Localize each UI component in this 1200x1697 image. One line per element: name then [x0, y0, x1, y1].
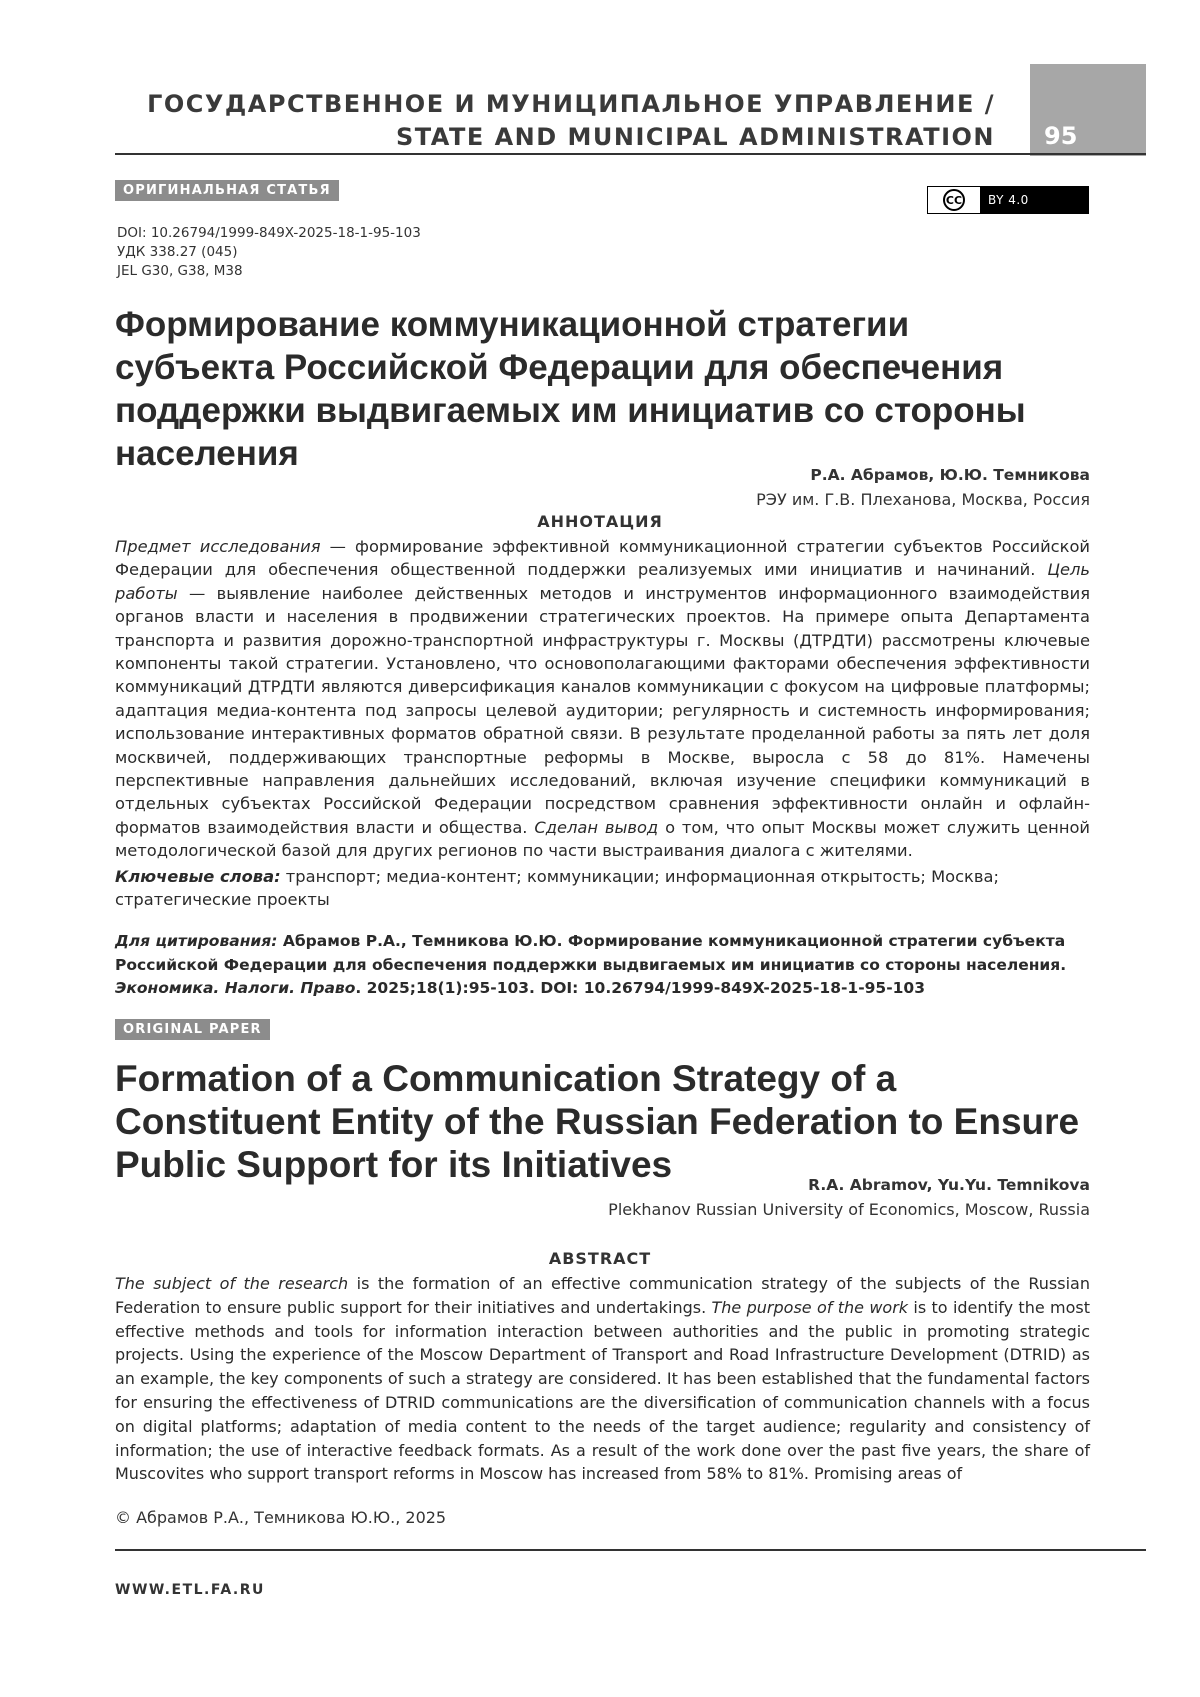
affiliation-en: Plekhanov Russian University of Economics, Moscow, Russia — [608, 1200, 1090, 1219]
doi[interactable]: DOI: 10.26794/1999-849X-2025-18-1-95-103 — [117, 225, 421, 241]
journal-website-link[interactable]: WWW.ETL.FA.RU — [115, 1582, 265, 1598]
header-divider — [115, 153, 1146, 155]
udk: УДК 338.27 (045) — [117, 244, 238, 260]
cc-icon: CC — [943, 189, 965, 211]
article-type-label-en: ORIGINAL PAPER — [115, 1019, 270, 1040]
affiliation-ru: РЭУ им. Г.В. Плеханова, Москва, Россия — [756, 490, 1090, 509]
page-number: 95 — [1044, 122, 1078, 150]
article-title-en: Formation of a Communication Strategy of a Constituent Entity of the Russian Federation to Ensure Public Support for its Initiatives — [115, 1058, 1080, 1185]
article-title-ru: Формирование коммуникационной стратегии субъекта Российской Федерации для обеспечения поддержки выдвигаемых им инициатив со стороны населения — [115, 305, 1026, 473]
section-title-en: STATE AND MUNICIPAL ADMINISTRATION — [395, 123, 995, 151]
article-metadata — [117, 224, 421, 281]
annotation-heading: АННОТАЦИЯ — [537, 512, 663, 531]
article-type-label-ru: ОРИГИНАЛЬНАЯ СТАТЬЯ — [115, 180, 339, 201]
authors-ru: Р.А. Абрамов, Ю.Ю. Темникова — [810, 466, 1090, 484]
footer-divider — [115, 1549, 1146, 1551]
keywords-ru: Ключевые слова: транспорт; медиа-контент; коммуникации; информационная открытость; Москва; стратегические проекты — [115, 867, 999, 910]
license-text: BY 4.0 — [988, 193, 1029, 207]
copyright-note: © Абрамов Р.А., Темникова Ю.Ю., 2025 — [115, 1508, 447, 1527]
section-title-ru: ГОСУДАРСТВЕННОЕ И МУНИЦИПАЛЬНОЕ УПРАВЛЕНИЕ / — [147, 90, 995, 118]
page-number-box — [1030, 64, 1146, 156]
authors-en: R.A. Abramov, Yu.Yu. Temnikova — [808, 1176, 1090, 1194]
annotation-ru: Предмет исследования — формирование эффективной коммуникационной стратегии субъектов Российской Федерации для обеспечения общественной поддержки реализуемых ими инициатив и начинаний. Цель работы — выявление наиболее действенных методов и инструментов информационного взаимодействия органов власти и населения в продвижении стратегических проектов. На примере опыта Департамента транспорта и развития дорожно-транспортной инфраструктуры г. Москвы (ДТРДТИ) рассмотрены ключевые компоненты такой стратегии. Установлено, что основополагающими факторами обеспечения эффективности коммуникаций ДТРДТИ являются диверсификация каналов коммуникации с фокусом на цифровые платформы; адаптация медиа-контента под запросы целевой аудитории; регулярность и системность информирования; использование интерактивных форматов обратной связи. В результате проделанной работы за пять лет доля москвичей, поддерживающих транспортные реформы в Москве, выросла с 58 до 81%. Намечены перспективные направления дальнейших исследований, включая изучение специфики коммуникаций в отдельных субъектах Российской Федерации посредством сравнения эффективности онлайн и офлайн-форматов взаимодействия власти и общества. Сделан вывод о том, что опыт Москвы может служить ценной методологической базой для других регионов по части выстраивания диалога с жителями. — [115, 537, 1091, 861]
citation-ru: Для цитирования: Абрамов Р.А., Темникова Ю.Ю. Формирование коммуникационной стратегии субъекта Российской Федерации для обеспечения поддержки выдвигаемых им инициатив со стороны населения. Экономика. Налоги. Право. 2025;18(1):95-103. DOI: 10.26794/1999-849X-2025-18-1-95-103 — [115, 932, 1067, 997]
abstract-en: The subject of the research is the formation of an effective communication strategy of the subjects of the Russian Federation to ensure public support for their initiatives and undertakings. The purpose of the work is to identify the most effective methods and tools for information interaction between authorities and the public in promoting strategic projects. Using the experience of the Moscow Department of Transport and Road Infrastructure Development (DTRID) as an example, the key components of such a strategy are considered. It has been established that the fundamental factors for ensuring the effectiveness of DTRID communications are the diversification of communication channels with a focus on digital platforms; adaptation of media content to the needs of the target audience; regularity and consistency of information; the use of interactive feedback formats. As a result of the work done over the past five years, the share of Muscovites who support transport reforms in Moscow has increased from 58% to 81%. Promising areas of — [115, 1274, 1091, 1484]
license-badge[interactable] — [927, 186, 1089, 214]
abstract-heading: ABSTRACT — [548, 1249, 652, 1268]
running-header — [147, 88, 995, 154]
jel: JEL G30, G38, M38 — [117, 263, 243, 279]
